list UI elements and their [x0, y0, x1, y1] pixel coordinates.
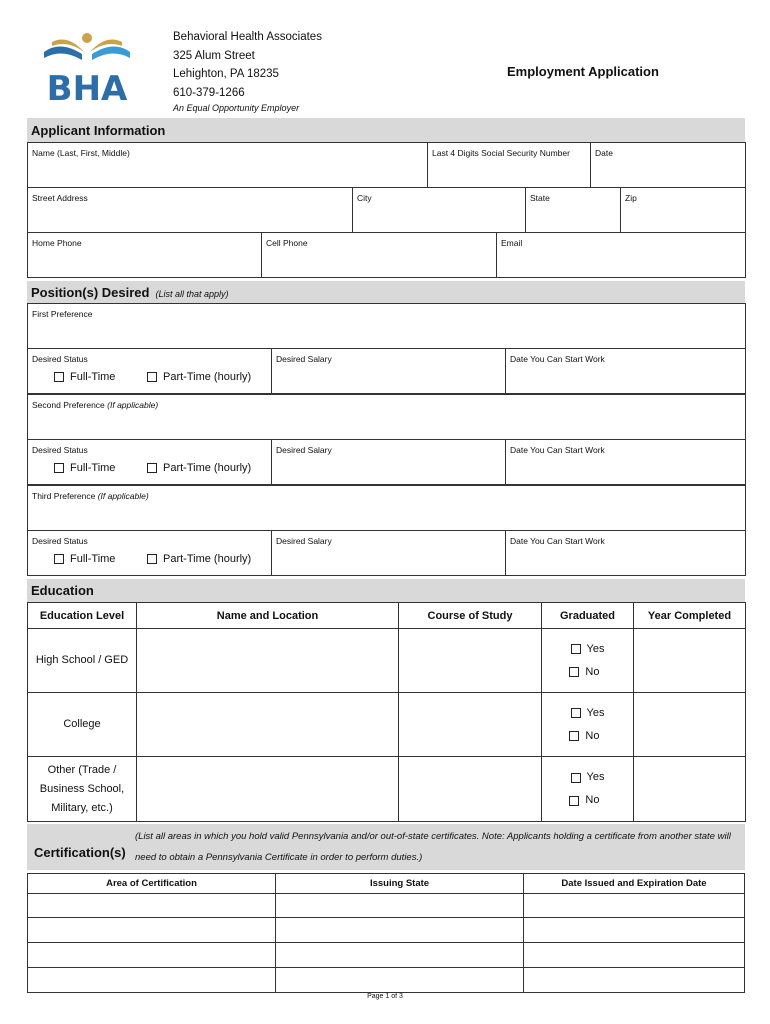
- cert-area-cell[interactable]: [27, 942, 276, 968]
- cert-header-area: Area of Certification: [27, 873, 276, 894]
- checkbox-icon: [569, 667, 579, 677]
- cert-dates-cell[interactable]: [523, 917, 745, 943]
- edu-graduated-cell: [541, 692, 634, 757]
- desired-status-label: Desired Status: [32, 536, 88, 546]
- full-time-checkbox-2[interactable]: Full-Time: [54, 462, 115, 474]
- home-phone-label: Home Phone: [32, 238, 82, 248]
- desired-salary-label: Desired Salary: [276, 536, 332, 546]
- cert-state-cell[interactable]: [275, 967, 524, 993]
- checkbox-icon: [569, 731, 579, 741]
- graduated-no-checkbox[interactable]: No: [569, 791, 605, 810]
- checkbox-icon: [54, 463, 64, 473]
- start-date-1[interactable]: [505, 348, 746, 394]
- education-section-title: Education: [31, 583, 94, 598]
- eeo-statement: An Equal Opportunity Employer: [173, 103, 300, 113]
- applicant-section-band: [27, 118, 745, 142]
- cell-phone-label: Cell Phone: [266, 238, 308, 248]
- checkbox-icon: [147, 463, 157, 473]
- desired-status-1: [27, 348, 272, 394]
- cert-area-cell[interactable]: [27, 917, 276, 943]
- graduated-yes-checkbox[interactable]: Yes: [571, 768, 605, 787]
- desired-salary-3[interactable]: [271, 530, 506, 576]
- street-field[interactable]: [27, 187, 353, 233]
- org-info: [173, 28, 322, 102]
- email-field[interactable]: [496, 232, 746, 278]
- cert-area-cell[interactable]: [27, 893, 276, 918]
- certification-note: (List all areas in which you hold valid Pennsylvania and/or out-of-state certificates. Note: Applicants holding a certificate from another state will need to obtain a Pennsylvania Certificate in order to perform duties.): [135, 831, 731, 863]
- checkbox-icon: [147, 372, 157, 382]
- desired-status-2: [27, 439, 272, 485]
- desired-salary-label: Desired Salary: [276, 445, 332, 455]
- svg-text:BHA: BHA: [46, 69, 128, 106]
- checkbox-icon: [571, 644, 581, 654]
- zip-field[interactable]: [620, 187, 746, 233]
- cert-dates-cell[interactable]: [523, 942, 745, 968]
- part-time-checkbox-2[interactable]: Part-Time (hourly): [147, 462, 251, 474]
- edu-header-course: Course of Study: [398, 602, 542, 629]
- desired-salary-2[interactable]: [271, 439, 506, 485]
- org-name: Behavioral Health Associates: [173, 31, 322, 43]
- cell-phone-field[interactable]: [261, 232, 497, 278]
- checkbox-icon: [571, 708, 581, 718]
- city-label: City: [357, 193, 372, 203]
- zip-label: Zip: [625, 193, 637, 203]
- org-address-1: 325 Alum Street: [173, 49, 255, 62]
- graduated-no-checkbox[interactable]: No: [569, 663, 605, 682]
- document-title: Employment Application: [507, 64, 659, 79]
- date-label: Date: [595, 148, 613, 158]
- desired-status-3: [27, 530, 272, 576]
- checkbox-icon: [54, 372, 64, 382]
- cert-dates-cell[interactable]: [523, 967, 745, 993]
- checkbox-icon: [569, 796, 579, 806]
- third-preference-field[interactable]: [27, 485, 746, 531]
- checkbox-icon: [571, 773, 581, 783]
- third-preference-label: Third Preference (If applicable): [32, 491, 149, 501]
- edu-level-cell: College: [27, 692, 137, 757]
- cert-state-cell[interactable]: [275, 942, 524, 968]
- first-preference-label: First Preference: [32, 309, 93, 319]
- page-number: Page 1 of 3: [367, 993, 403, 1000]
- edu-graduated-cell: [541, 628, 634, 693]
- start-date-2[interactable]: [505, 439, 746, 485]
- edu-year-cell[interactable]: [633, 628, 746, 693]
- cert-state-cell[interactable]: [275, 917, 524, 943]
- start-date-3[interactable]: [505, 530, 746, 576]
- start-date-label: Date You Can Start Work: [510, 536, 605, 546]
- graduated-yes-checkbox[interactable]: Yes: [571, 704, 605, 723]
- positions-section-note: (List all that apply): [155, 289, 229, 299]
- cert-state-cell[interactable]: [275, 893, 524, 918]
- street-label: Street Address: [32, 193, 88, 203]
- edu-course-cell[interactable]: [398, 756, 542, 822]
- edu-name-cell[interactable]: [136, 692, 399, 757]
- cert-header-dates: Date Issued and Expiration Date: [523, 873, 745, 894]
- start-date-label: Date You Can Start Work: [510, 445, 605, 455]
- org-phone: 610-379-1266: [173, 86, 245, 99]
- full-time-checkbox-1[interactable]: Full-Time: [54, 371, 115, 383]
- edu-level-cell: High School / GED: [27, 628, 137, 693]
- edu-header-level: Education Level: [27, 602, 137, 629]
- desired-salary-1[interactable]: [271, 348, 506, 394]
- home-phone-field[interactable]: [27, 232, 262, 278]
- edu-header-graduated: Graduated: [541, 602, 634, 629]
- second-preference-field[interactable]: [27, 394, 746, 440]
- graduated-no-checkbox[interactable]: No: [569, 727, 605, 746]
- edu-year-cell[interactable]: [633, 756, 746, 822]
- city-field[interactable]: [352, 187, 526, 233]
- edu-course-cell[interactable]: [398, 628, 542, 693]
- state-field[interactable]: [525, 187, 621, 233]
- edu-year-cell[interactable]: [633, 692, 746, 757]
- email-label: Email: [501, 238, 523, 248]
- applicant-section-title: Applicant Information: [31, 123, 166, 138]
- name-label: Name (Last, First, Middle): [32, 148, 130, 158]
- full-time-checkbox-3[interactable]: Full-Time: [54, 553, 115, 565]
- cert-header-state: Issuing State: [275, 873, 524, 894]
- name-field[interactable]: [27, 142, 428, 188]
- education-section-band: [27, 579, 745, 602]
- positions-section-band: [27, 281, 745, 303]
- state-label: State: [530, 193, 550, 203]
- edu-name-cell[interactable]: [136, 628, 399, 693]
- checkbox-icon: [54, 554, 64, 564]
- edu-level-cell: Other (Trade / Business School, Military, etc.): [27, 756, 137, 822]
- second-preference-label: Second Preference (If applicable): [32, 400, 159, 410]
- ssn-label: Last 4 Digits Social Security Number: [432, 148, 570, 158]
- org-address-2: Lehighton, PA 18235: [173, 68, 279, 80]
- edu-name-cell[interactable]: [136, 756, 399, 822]
- cert-area-cell[interactable]: [27, 967, 276, 993]
- start-date-label: Date You Can Start Work: [510, 354, 605, 364]
- desired-status-label: Desired Status: [32, 354, 88, 364]
- graduated-yes-checkbox[interactable]: Yes: [571, 640, 605, 659]
- desired-status-label: Desired Status: [32, 445, 88, 455]
- date-field[interactable]: [590, 142, 746, 188]
- certification-section-title: Certification(s): [34, 845, 126, 860]
- part-time-checkbox-3[interactable]: Part-Time (hourly): [147, 553, 251, 565]
- edu-header-name: Name and Location: [136, 602, 399, 629]
- edu-course-cell[interactable]: [398, 692, 542, 757]
- ssn-field[interactable]: [427, 142, 591, 188]
- part-time-checkbox-1[interactable]: Part-Time (hourly): [147, 371, 251, 383]
- first-preference-field[interactable]: [27, 303, 746, 349]
- checkbox-icon: [147, 554, 157, 564]
- edu-graduated-cell: [541, 756, 634, 822]
- positions-section-title: Position(s) Desired (List all that apply): [31, 285, 229, 300]
- cert-dates-cell[interactable]: [523, 893, 745, 918]
- bha-logo: [38, 30, 136, 106]
- desired-salary-label: Desired Salary: [276, 354, 332, 364]
- edu-header-year: Year Completed: [633, 602, 746, 629]
